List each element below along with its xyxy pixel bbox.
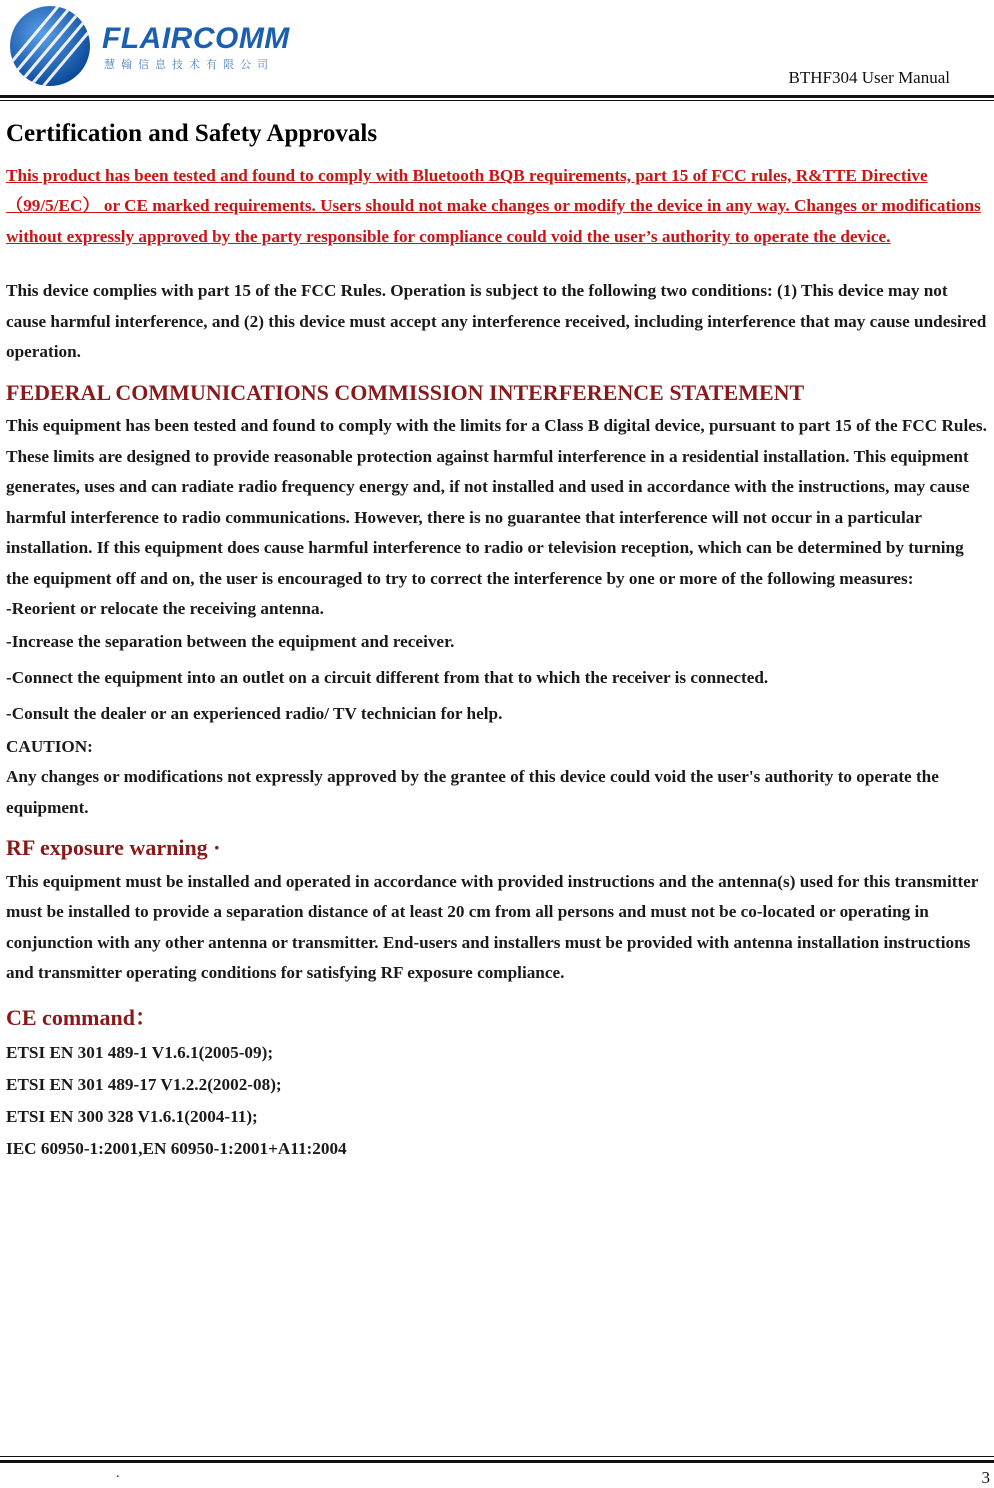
footer-rule-thin: [0, 1456, 994, 1457]
ce-standard-item: IEC 60950-1:2001,EN 60950-1:2001+A11:2004: [6, 1138, 347, 1158]
measure-item: -Connect the equipment into an outlet on a circuit different from that to which the receiver is connected.: [6, 668, 769, 688]
fcc-compliance-paragraph: This device complies with part 15 of the FCC Rules. Operation is subject to the following two conditions: (1) This device may not cause harmful interference, and (2) this device must accept any interference received, including interference that may cause undesired operation.: [6, 281, 987, 361]
red-notice-paragraph: This product has been tested and found to comply with Bluetooth BQB requirements, part 15 of FCC rules, R&TTE Directive（99/5/EC） or CE marked requirements. Users should not make changes or modify the device in any way. Changes or modifications without expressly approved by the party responsible for compliance could void the user’s authority to operate the device.: [6, 165, 981, 246]
footer-mark: .: [116, 1466, 120, 1481]
header-rule-thick: [0, 95, 994, 98]
measure-item: -Increase the separation between the equipment and receiver.: [6, 632, 455, 652]
ce-heading: CE command：: [6, 1004, 157, 1030]
ce-standard-item: ETSI EN 300 328 V1.6.1(2004-11);: [6, 1106, 258, 1126]
footer-rule-thick: [0, 1460, 994, 1463]
fcc-statement-paragraph: This equipment has been tested and found to comply with the limits for a Class B digital device, pursuant to part 15 of the FCC Rules. These limits are designed to provide reasonable protection against harmful interference in a residential installation. This equipment generates, uses and can radiate radio frequency energy and, if not installed and used in accordance with the instructions, may cause harmful interference to radio communications. However, there is no guarantee that interference will not occur in a particular installation. If this equipment does cause harmful interference to radio or television reception, which can be determined by turning the equipment off and on, the user is encouraged to try to correct the interference by one or more of the following measures:: [6, 416, 987, 588]
header-rule-thin: [0, 100, 994, 101]
spacer: [6, 252, 988, 276]
globe-logo-icon: [6, 2, 94, 90]
page-content: [6, 118, 988, 1165]
page-number: 3: [981, 1468, 990, 1487]
caution-label: CAUTION:: [6, 737, 93, 757]
ce-standard-item: ETSI EN 301 489-17 V1.2.2(2002-08);: [6, 1074, 282, 1094]
page-title: Certification and Safety Approvals: [6, 120, 378, 147]
logo-wordmark: FLAIRCOMM: [102, 22, 290, 55]
logo-subtitle: 慧翰信息技术有限公司: [104, 58, 274, 71]
rf-exposure-heading: RF exposure warning ·: [6, 835, 221, 861]
document-title: BTHF304 User Manual: [788, 68, 950, 87]
measure-item: -Reorient or relocate the receiving antenna.: [6, 599, 324, 619]
measure-item: -Consult the dealer or an experienced radio/ TV technician for help.: [6, 704, 503, 724]
ce-standard-item: ETSI EN 301 489-1 V1.6.1(2005-09);: [6, 1042, 274, 1062]
rf-exposure-paragraph: This equipment must be installed and operated in accordance with provided instructions and the antenna(s) used for this transmitter must be installed to provide a separation distance of at least 20 cm from all persons and must not be co-located or operating in conjunction with any other antenna or transmitter. End-users and installers must be provided with antenna installation instructions and transmitter operating conditions for satisfying RF exposure compliance.: [6, 871, 979, 983]
fcc-heading: FEDERAL COMMUNICATIONS COMMISSION INTERFERENCE STATEMENT: [6, 379, 805, 405]
company-logo: [6, 2, 306, 90]
caution-paragraph: Any changes or modifications not expressly approved by the grantee of this device could void the user's authority to operate the equipment.: [6, 767, 939, 817]
